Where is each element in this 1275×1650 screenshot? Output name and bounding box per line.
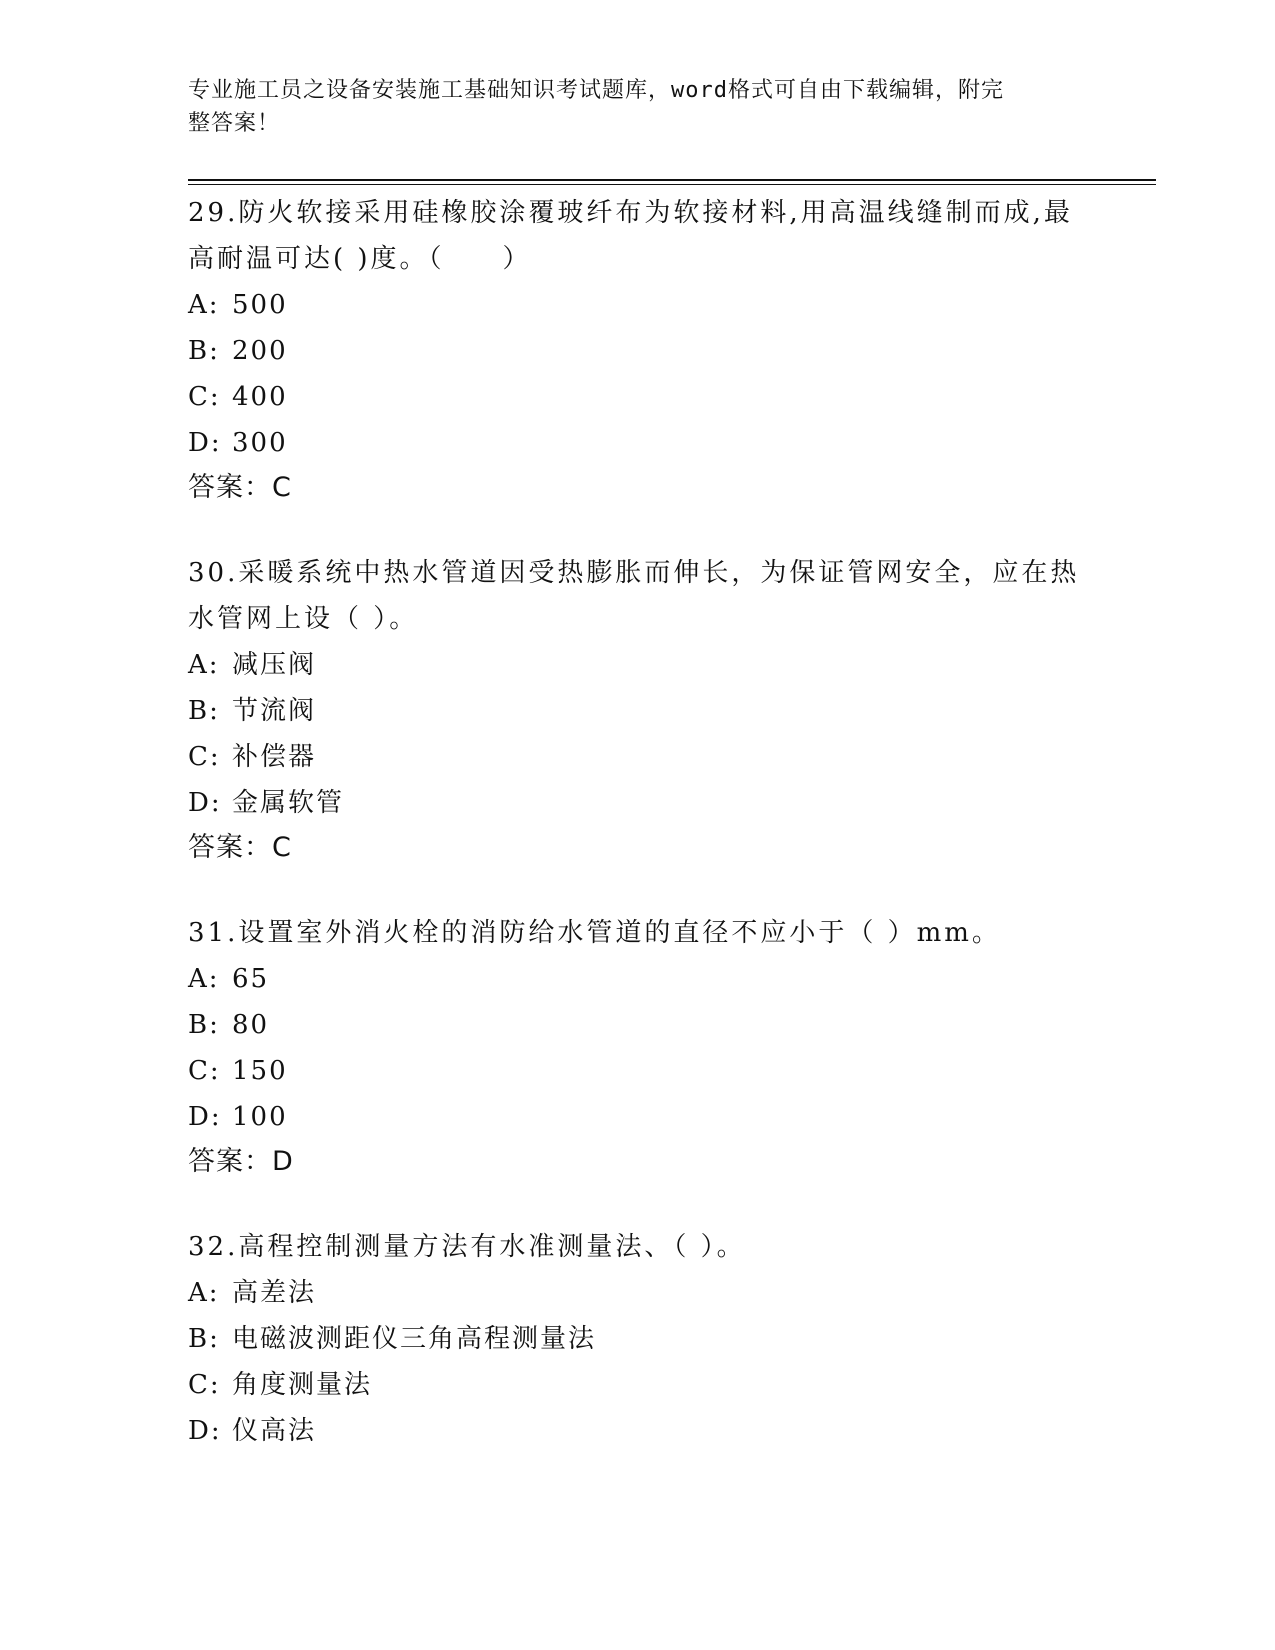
document-header: [188, 74, 1068, 140]
option-letter: C:: [188, 1056, 221, 1086]
option-c: [188, 1048, 1088, 1094]
option-text: 电磁波测距仪三角高程测量法: [232, 1324, 597, 1354]
option-text: 补偿器: [232, 742, 317, 772]
option-letter: A:: [188, 650, 220, 680]
header-divider-bottom: [188, 184, 1156, 185]
option-letter: D:: [188, 788, 222, 818]
option-c: [188, 734, 1088, 780]
option-text: 150: [232, 1056, 288, 1086]
option-b: [188, 1002, 1088, 1048]
option-text: 金属软管: [232, 788, 345, 818]
option-d: [188, 420, 1088, 466]
option-letter: D:: [188, 1102, 222, 1132]
option-letter: B:: [188, 1010, 220, 1040]
option-d: [188, 780, 1088, 826]
question-text-line-1: 32.高程控制测量方法有水准测量法、（ ）。: [188, 1232, 746, 1262]
header-divider-top: [188, 179, 1156, 181]
option-text: 角度测量法: [232, 1370, 373, 1400]
option-a: [188, 956, 1088, 1002]
option-a: [188, 282, 1088, 328]
question-text-line-1: 31.设置室外消火栓的消防给水管道的直径不应小于（ ）mm。: [188, 918, 1001, 948]
answer: 答案：C: [188, 832, 292, 863]
option-text: 200: [232, 336, 288, 366]
option-text: 仪高法: [232, 1416, 317, 1446]
question-text-line-1: 29.防火软接采用硅橡胶涂覆玻纤布为软接材料,用高温线缝制而成,最: [188, 198, 1073, 228]
question-list: [188, 190, 1088, 1494]
option-d: [188, 1408, 1088, 1454]
option-text: 500: [232, 290, 288, 320]
option-c: [188, 1362, 1088, 1408]
option-d: [188, 1094, 1088, 1140]
option-a: [188, 1270, 1088, 1316]
option-letter: D:: [188, 1416, 222, 1446]
option-text: 400: [232, 382, 288, 412]
option-letter: C:: [188, 742, 221, 772]
option-text: 减压阀: [232, 650, 317, 680]
option-b: [188, 1316, 1088, 1362]
option-text: 65: [232, 964, 270, 994]
option-letter: C:: [188, 382, 221, 412]
option-letter: B:: [188, 336, 220, 366]
header-line-2: 整答案！: [188, 111, 281, 136]
question-30: [188, 550, 1088, 870]
option-letter: D:: [188, 428, 222, 458]
answer: 答案：C: [188, 472, 292, 503]
option-text: 300: [232, 428, 288, 458]
option-letter: C:: [188, 1370, 221, 1400]
option-a: [188, 642, 1088, 688]
option-letter: A:: [188, 1278, 220, 1308]
option-b: [188, 688, 1088, 734]
option-letter: A:: [188, 964, 220, 994]
question-29: [188, 190, 1088, 510]
option-b: [188, 328, 1088, 374]
option-c: [188, 374, 1088, 420]
option-text: 80: [232, 1010, 270, 1040]
option-letter: B:: [188, 696, 220, 726]
question-text-line-2: 水管网上设（ ）。: [188, 604, 419, 634]
question-31: [188, 910, 1088, 1184]
option-text: 高差法: [232, 1278, 317, 1308]
answer: 答案：D: [188, 1146, 294, 1177]
option-letter: A:: [188, 290, 220, 320]
header-line-1: 专业施工员之设备安装施工基础知识考试题库，word格式可自由下载编辑，附完: [188, 78, 1004, 103]
option-letter: B:: [188, 1324, 220, 1354]
question-32: [188, 1224, 1088, 1454]
question-text-line-1: 30.采暖系统中热水管道因受热膨胀而伸长，为保证管网安全，应在热: [188, 558, 1080, 588]
question-text-line-2: 高耐温可达( )度。（ ）: [188, 244, 532, 274]
option-text: 100: [232, 1102, 288, 1132]
option-text: 节流阀: [232, 696, 317, 726]
